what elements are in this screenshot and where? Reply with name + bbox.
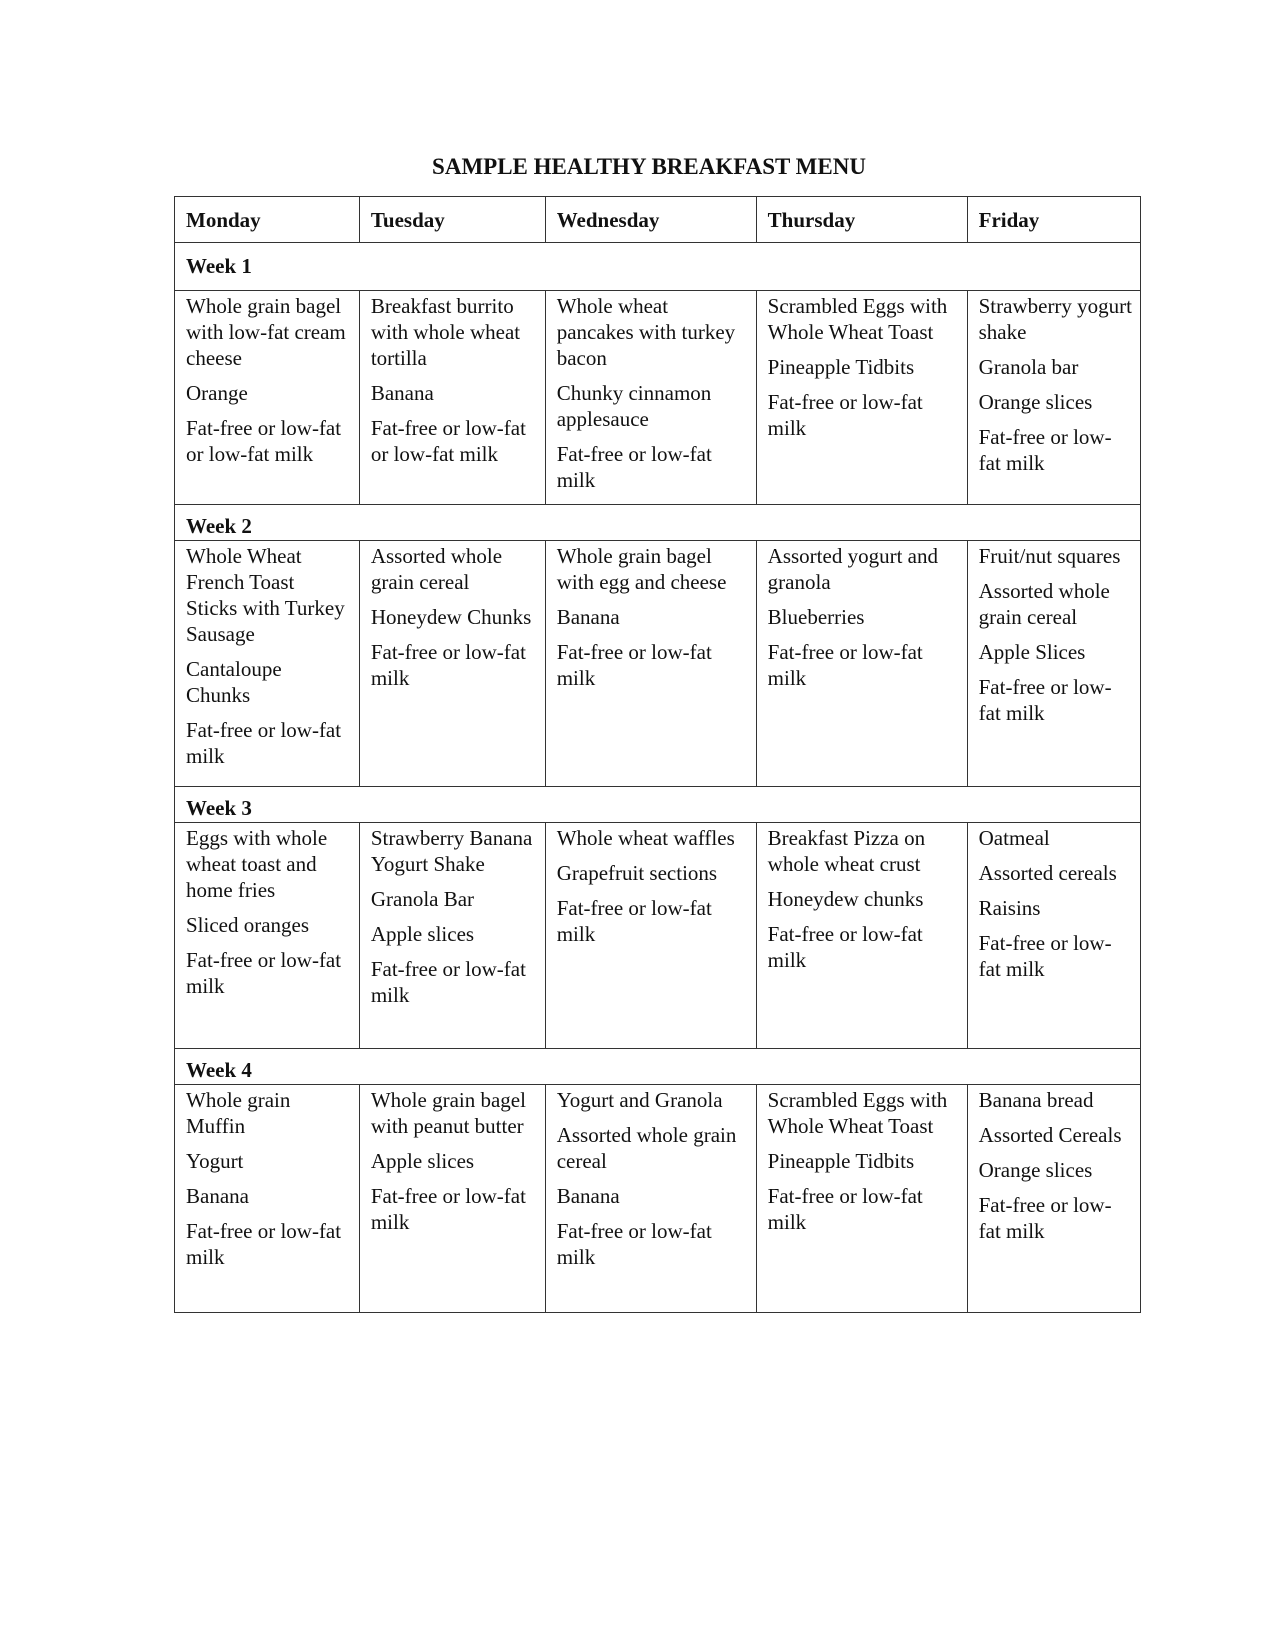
- week-label: Week 4: [175, 1049, 1141, 1085]
- week-label-row: [175, 243, 1141, 291]
- menu-item: Fat-free or low-fat milk: [186, 948, 342, 998]
- week-label: Week 2: [175, 505, 1141, 541]
- week-label-row: [175, 787, 1141, 823]
- menu-item: Strawberry yogurt shake: [978, 294, 1133, 344]
- menu-cell-tuesday: [359, 541, 545, 787]
- menu-cell-monday: [175, 823, 360, 1049]
- menu-item: Fat-free or low-fat milk: [767, 1184, 923, 1234]
- day-header-thursday: Thursday: [756, 197, 967, 243]
- menu-item: Granola bar: [978, 355, 1079, 379]
- week-label: Week 1: [175, 243, 1141, 291]
- menu-item: Whole grain bagel with peanut butter: [370, 1088, 526, 1138]
- menu-item: Blueberries: [767, 605, 865, 629]
- menu-row: [175, 823, 1141, 1049]
- menu-cell-wednesday: [545, 541, 756, 787]
- menu-cell-monday: [175, 291, 360, 505]
- menu-item: Fat-free or low-fat milk: [556, 896, 712, 946]
- menu-item: Banana: [186, 1184, 249, 1208]
- menu-item: Fat-free or low-fat milk: [556, 640, 712, 690]
- page-title: SAMPLE HEALTHY BREAKFAST MENU: [432, 154, 866, 179]
- menu-item: Assorted whole grain cereal: [370, 544, 503, 594]
- menu-item: Pineapple Tidbits: [767, 1149, 915, 1173]
- menu-item: Assorted whole grain cereal: [978, 579, 1110, 629]
- menu-cell-monday: [175, 1085, 360, 1313]
- menu-item: Banana: [556, 1184, 620, 1208]
- menu-cell-thursday: [756, 1085, 967, 1313]
- menu-item: Grapefruit sections: [556, 861, 718, 885]
- menu-item: Whole grain bagel with low-fat cream cheese: [186, 294, 346, 370]
- menu-item: Whole wheat waffles: [556, 826, 735, 850]
- menu-item: Eggs with whole wheat toast and home fries: [186, 826, 328, 902]
- menu-item: Scrambled Eggs with Whole Wheat Toast: [767, 294, 948, 344]
- menu-item: Breakfast Pizza on whole wheat crust: [767, 826, 926, 876]
- menu-item: Fat-free or low-fat milk: [767, 640, 923, 690]
- menu-item: Scrambled Eggs with Whole Wheat Toast: [767, 1088, 948, 1138]
- menu-item: Fat-free or low-fat milk: [370, 640, 526, 690]
- menu-item: Orange slices: [978, 390, 1093, 414]
- menu-cell-thursday: [756, 291, 967, 505]
- menu-item: Whole grain Muffin: [186, 1088, 291, 1138]
- breakfast-menu-table: [174, 196, 1141, 1313]
- week-label: Week 3: [175, 787, 1141, 823]
- day-header-wednesday: Wednesday: [545, 197, 756, 243]
- day-header-tuesday: Tuesday: [359, 197, 545, 243]
- menu-item: Assorted Cereals: [978, 1123, 1122, 1147]
- menu-cell-monday: [175, 541, 360, 787]
- menu-item: Honeydew Chunks: [370, 605, 532, 629]
- menu-cell-thursday: [756, 823, 967, 1049]
- menu-item: Honeydew chunks: [767, 887, 924, 911]
- menu-cell-tuesday: [359, 291, 545, 505]
- menu-item: Orange: [186, 381, 248, 405]
- menu-item: Fat-free or low-fat or low-fat milk: [186, 416, 342, 466]
- menu-item: Fat-free or low-fat milk: [556, 1219, 712, 1269]
- menu-cell-wednesday: [545, 823, 756, 1049]
- menu-item: Whole grain bagel with egg and cheese: [556, 544, 727, 594]
- menu-item: Banana bread: [978, 1088, 1094, 1112]
- menu-item: Apple Slices: [978, 640, 1086, 664]
- menu-cell-wednesday: [545, 1085, 756, 1313]
- menu-cell-tuesday: [359, 1085, 545, 1313]
- menu-cell-wednesday: [545, 291, 756, 505]
- menu-item: Fruit/nut squares: [978, 544, 1121, 568]
- menu-item: Oatmeal: [978, 826, 1050, 850]
- menu-item: Chunky cinnamon applesauce: [556, 381, 712, 431]
- menu-cell-friday: [967, 291, 1140, 505]
- menu-item: Pineapple Tidbits: [767, 355, 915, 379]
- menu-item: Breakfast burrito with whole wheat tortilla: [370, 294, 521, 370]
- menu-item: Banana: [370, 381, 434, 405]
- menu-item: Apple slices: [370, 922, 475, 946]
- menu-item: Fat-free or low-fat or low-fat milk: [370, 416, 526, 466]
- menu-cell-tuesday: [359, 823, 545, 1049]
- menu-item: Assorted yogurt and granola: [767, 544, 938, 594]
- menu-item: Cantaloupe Chunks: [186, 657, 282, 707]
- menu-item: Fat-free or low-fat milk: [978, 931, 1112, 981]
- menu-item: Assorted cereals: [978, 861, 1117, 885]
- menu-item: Apple slices: [370, 1149, 475, 1173]
- menu-item: Granola Bar: [370, 887, 475, 911]
- menu-item: Yogurt and Granola: [556, 1088, 723, 1112]
- menu-row: [175, 1085, 1141, 1313]
- menu-item: Yogurt: [186, 1149, 244, 1173]
- menu-cell-thursday: [756, 541, 967, 787]
- menu-item: Fat-free or low-fat milk: [978, 675, 1112, 725]
- menu-item: Fat-free or low-fat milk: [978, 425, 1112, 475]
- menu-row: [175, 541, 1141, 787]
- day-header-monday: Monday: [175, 197, 360, 243]
- menu-item: Fat-free or low-fat milk: [767, 390, 923, 440]
- menu-item: Fat-free or low-fat milk: [370, 957, 526, 1007]
- day-header-row: [175, 197, 1141, 243]
- menu-item: Strawberry Banana Yogurt Shake: [370, 826, 533, 876]
- menu-cell-friday: [967, 1085, 1140, 1313]
- day-header-friday: Friday: [967, 197, 1140, 243]
- week-label-row: [175, 505, 1141, 541]
- menu-item: Fat-free or low-fat milk: [186, 1219, 342, 1269]
- menu-cell-friday: [967, 541, 1140, 787]
- menu-row: [175, 291, 1141, 505]
- menu-item: Whole wheat pancakes with turkey bacon: [556, 294, 736, 370]
- menu-item: Fat-free or low-fat milk: [978, 1193, 1112, 1243]
- menu-item: Assorted whole grain cereal: [556, 1123, 737, 1173]
- menu-item: Whole Wheat French Toast Sticks with Turkey Sausage: [186, 544, 345, 646]
- menu-item: Sliced oranges: [186, 913, 310, 937]
- menu-item: Banana: [556, 605, 620, 629]
- menu-item: Fat-free or low-fat milk: [186, 718, 342, 768]
- menu-item: Raisins: [978, 896, 1041, 920]
- menu-item: Orange slices: [978, 1158, 1093, 1182]
- menu-cell-friday: [967, 823, 1140, 1049]
- week-label-row: [175, 1049, 1141, 1085]
- menu-item: Fat-free or low-fat milk: [370, 1184, 526, 1234]
- menu-item: Fat-free or low-fat milk: [767, 922, 923, 972]
- menu-item: Fat-free or low-fat milk: [556, 442, 712, 492]
